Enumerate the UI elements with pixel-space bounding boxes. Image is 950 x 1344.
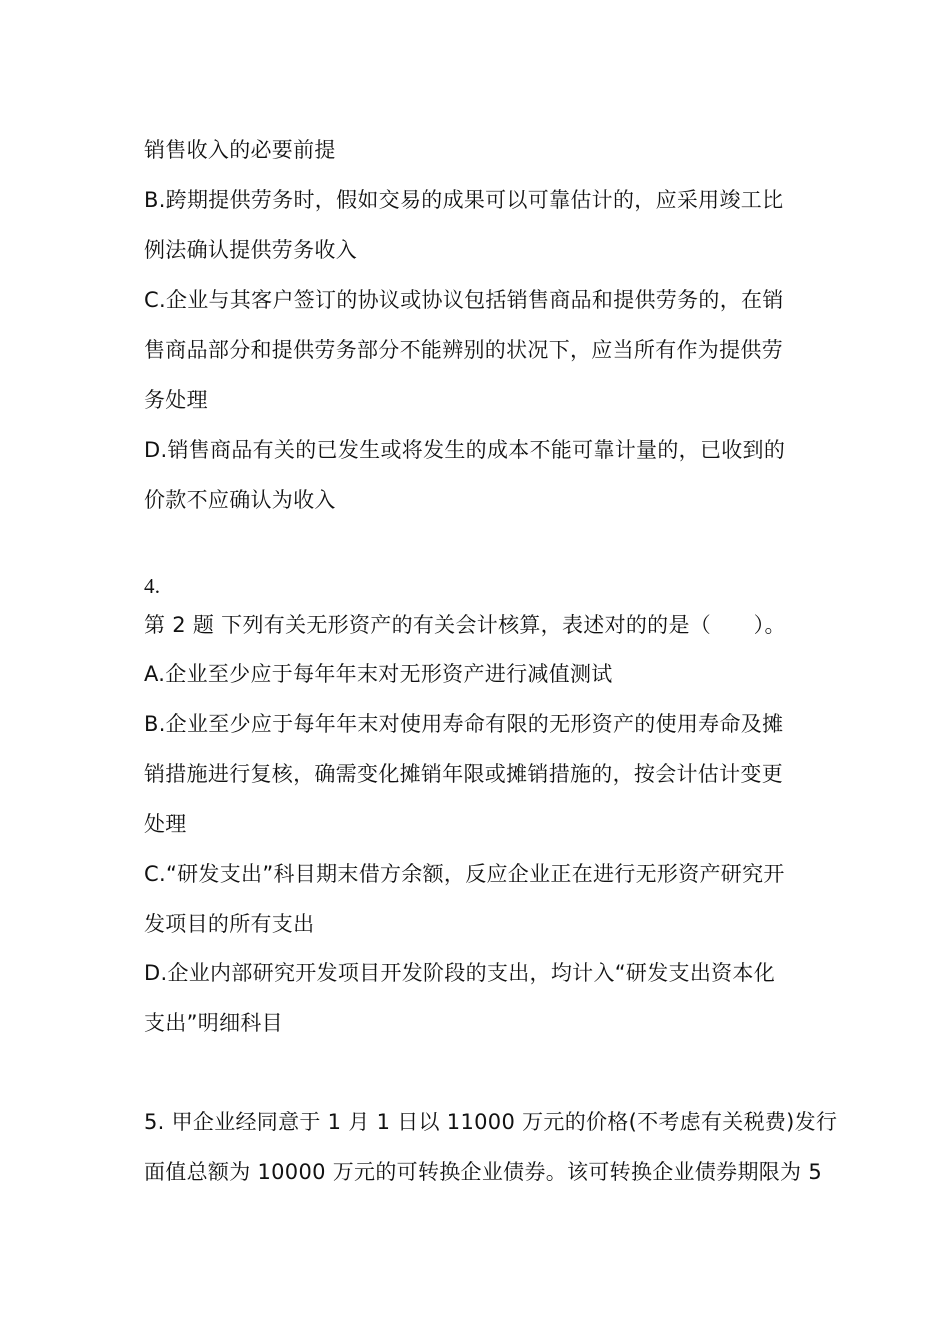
question-number-4: 4.: [144, 574, 161, 598]
question-4-option-d: D.企业内部研究开发项目开发阶段的支出，均计入“研发支出资本化: [144, 961, 776, 985]
question-4-option-b-cont: 销措施进行复核，确需变化摊销年限或摊销措施的，按会计估计变更: [144, 762, 783, 786]
text-line-prev-question-option-b-cont: 例法确认提供劳务收入: [144, 238, 357, 262]
question-4-stem: 第 2 题 下列有关无形资产的有关会计核算，表述对的的是（ ）。: [144, 613, 786, 637]
question-4-option-b: B.企业至少应于每年年末对使用寿命有限的无形资产的使用寿命及摊: [144, 712, 784, 736]
text-line-prev-question-option-d-end: 价款不应确认为收入: [144, 488, 336, 512]
text-line-prev-question-option-a-end: 销售收入的必要前提: [144, 138, 336, 162]
question-4-option-b-end: 处理: [144, 812, 187, 836]
question-4-option-c-end: 发项目的所有支出: [144, 912, 315, 936]
question-4-option-c: C.“研发支出”科目期末借方余额，反应企业正在进行无形资产研究开: [144, 862, 785, 886]
text-line-prev-question-option-b: B.跨期提供劳务时，假如交易的成果可以可靠估计的，应采用竣工比: [144, 188, 784, 212]
text-line-prev-question-option-c: C.企业与其客户签订的协议或协议包括销售商品和提供劳务的，在销: [144, 288, 784, 312]
question-4-option-a: A.企业至少应于每年年末对无形资产进行减值测试: [144, 662, 613, 686]
question-5-stem-cont: 面值总额为 10000 万元的可转换企业债券。该可转换企业债券期限为 5: [144, 1160, 822, 1184]
text-line-prev-question-option-c-end: 务处理: [144, 388, 208, 412]
text-line-prev-question-option-c-cont: 售商品部分和提供劳务部分不能辨别的状况下，应当所有作为提供劳: [144, 338, 783, 362]
question-4-option-d-end: 支出”明细科目: [144, 1011, 283, 1035]
question-5-stem: 5. 甲企业经同意于 1 月 1 日以 11000 万元的价格(不考虑有关税费)发行: [144, 1110, 838, 1134]
text-line-prev-question-option-d: D.销售商品有关的已发生或将发生的成本不能可靠计量的，已收到的: [144, 438, 786, 462]
